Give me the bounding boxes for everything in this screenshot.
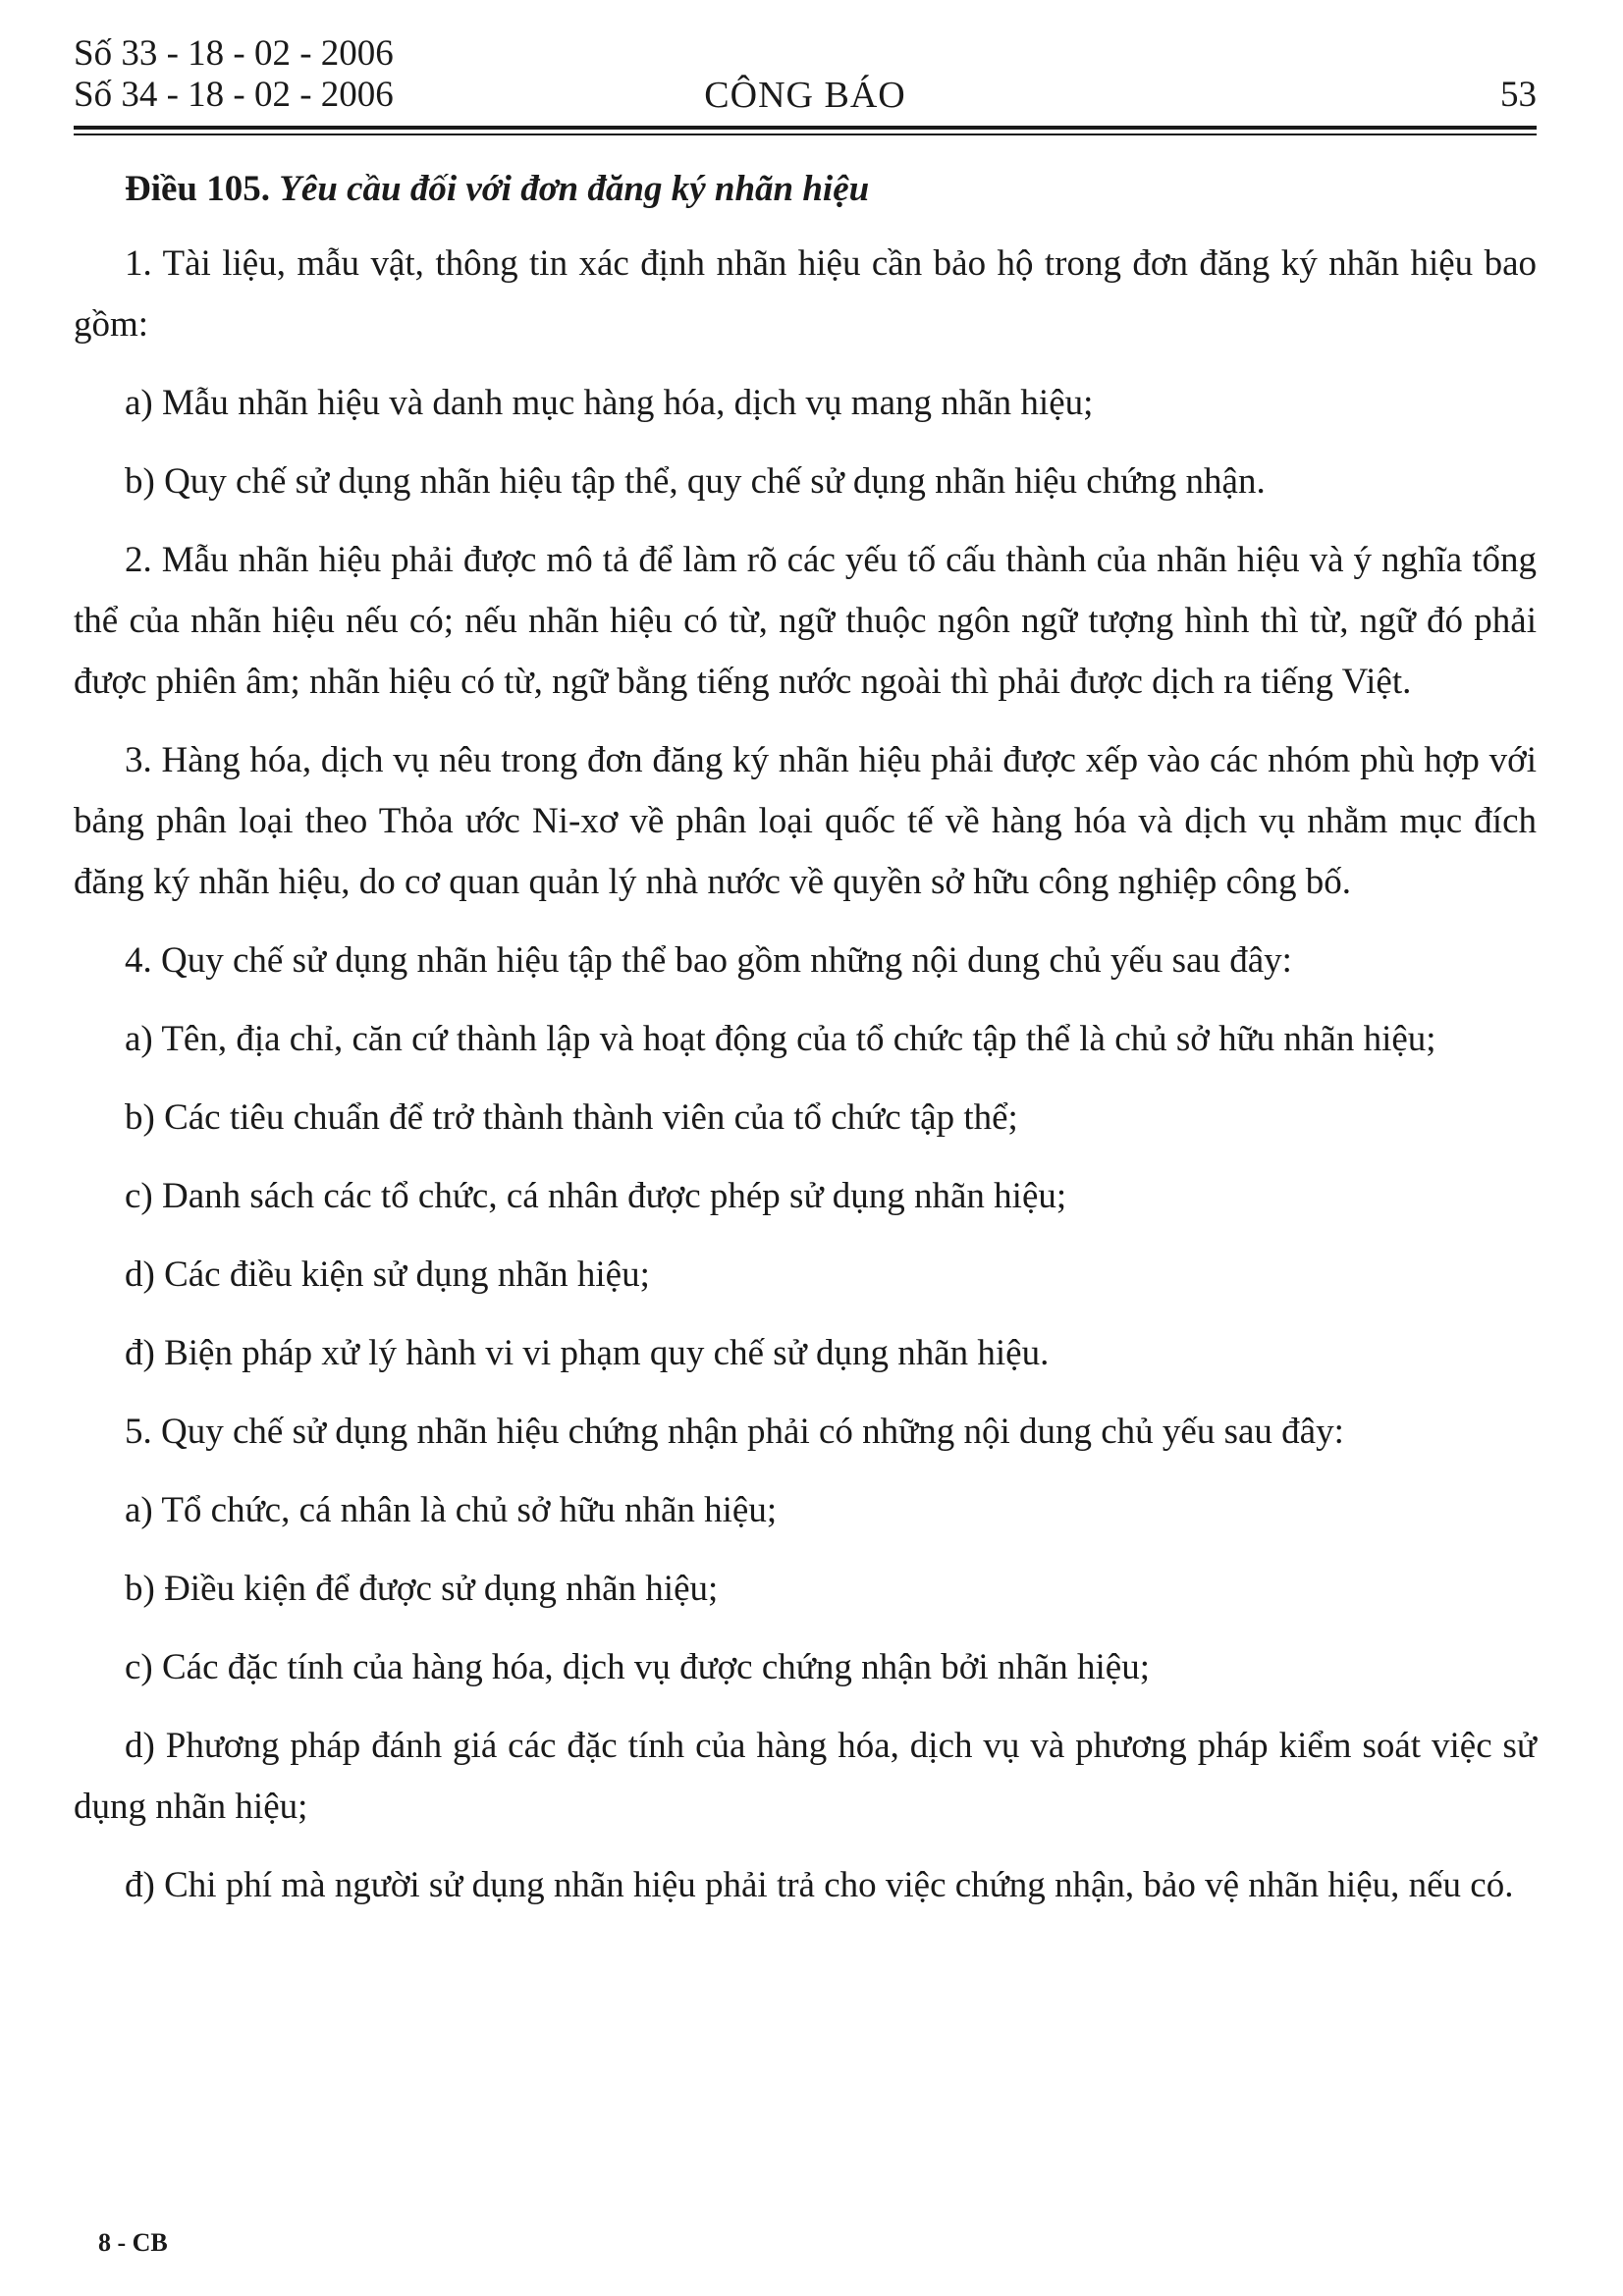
gazette-title: CÔNG BÁO	[704, 75, 906, 116]
page-number: 53	[1500, 75, 1537, 115]
paragraph: đ) Biện pháp xử lý hành vi vi phạm quy chế sử dụng nhãn hiệu.	[125, 1333, 1050, 1373]
article-number: Điều 105.	[125, 169, 270, 209]
article-heading	[74, 165, 1537, 214]
paragraph: đ) Chi phí mà người sử dụng nhãn hiệu phải trả cho việc chứng nhận, bảo vệ nhãn hiệu, nếu có.	[125, 1865, 1514, 1905]
paragraph: a) Tên, địa chỉ, căn cứ thành lập và hoạt động của tổ chức tập thể là chủ sở hữu nhãn hiệu;	[125, 1019, 1436, 1059]
paragraph: 2. Mẫu nhãn hiệu phải được mô tả để làm rõ các yếu tố cấu thành của nhãn hiệu và ý nghĩa tổng thể của nhãn hiệu nếu có; nếu nhãn hiệu có từ, ngữ thuộc ngôn ngữ tượng hình thì từ, ngữ đó phải được phiên âm; nhãn hiệu có từ, ngữ bằng tiếng nước ngoài thì phải được dịch ra tiếng Việt.	[74, 540, 1537, 702]
issue-line-1: Số 33 - 18 - 02 - 2006	[74, 33, 394, 74]
document-page	[74, 27, 1537, 1905]
paragraph: a) Mẫu nhãn hiệu và danh mục hàng hóa, dịch vụ mang nhãn hiệu;	[125, 383, 1094, 423]
paragraph: d) Các điều kiện sử dụng nhãn hiệu;	[125, 1255, 650, 1295]
article-title: Yêu cầu đối với đơn đăng ký nhãn hiệu	[279, 169, 870, 209]
paragraph: c) Danh sách các tổ chức, cá nhân được phép sử dụng nhãn hiệu;	[125, 1176, 1067, 1216]
header-rule	[74, 126, 1537, 130]
paragraph: d) Phương pháp đánh giá các đặc tính của hàng hóa, dịch vụ và phương pháp kiểm soát việc sử dụng nhãn hiệu;	[74, 1726, 1537, 1827]
paragraph: b) Các tiêu chuẩn để trở thành thành viên của tổ chức tập thể;	[125, 1097, 1018, 1138]
paragraph: b) Điều kiện để được sử dụng nhãn hiệu;	[125, 1569, 719, 1609]
paragraph: 3. Hàng hóa, dịch vụ nêu trong đơn đăng ký nhãn hiệu phải được xếp vào các nhóm phù hợp với bảng phân loại theo Thỏa ước Ni-xơ về phân loại quốc tế về hàng hóa và dịch vụ nhằm mục đích đăng ký nhãn hiệu, do cơ quan quản lý nhà nước về quyền sở hữu công nghiệp công bố.	[74, 740, 1537, 902]
paragraph: 1. Tài liệu, mẫu vật, thông tin xác định nhãn hiệu cần bảo hộ trong đơn đăng ký nhãn hiệu bao gồm:	[74, 243, 1537, 345]
paragraph: a) Tổ chức, cá nhân là chủ sở hữu nhãn hiệu;	[125, 1490, 778, 1530]
issue-line-2: Số 34 - 18 - 02 - 2006	[74, 75, 394, 115]
paragraph: c) Các đặc tính của hàng hóa, dịch vụ được chứng nhận bởi nhãn hiệu;	[125, 1647, 1151, 1687]
paragraph: 4. Quy chế sử dụng nhãn hiệu tập thể bao gồm những nội dung chủ yếu sau đây:	[125, 940, 1292, 981]
sheet-mark: 8 - CB	[98, 2228, 168, 2257]
page-header	[74, 27, 1537, 122]
article-body	[74, 165, 1537, 1934]
paragraph: 5. Quy chế sử dụng nhãn hiệu chứng nhận phải có những nội dung chủ yếu sau đây:	[125, 1412, 1344, 1452]
header-rule-thin	[74, 133, 1537, 135]
paragraph: b) Quy chế sử dụng nhãn hiệu tập thể, quy chế sử dụng nhãn hiệu chứng nhận.	[125, 461, 1266, 502]
